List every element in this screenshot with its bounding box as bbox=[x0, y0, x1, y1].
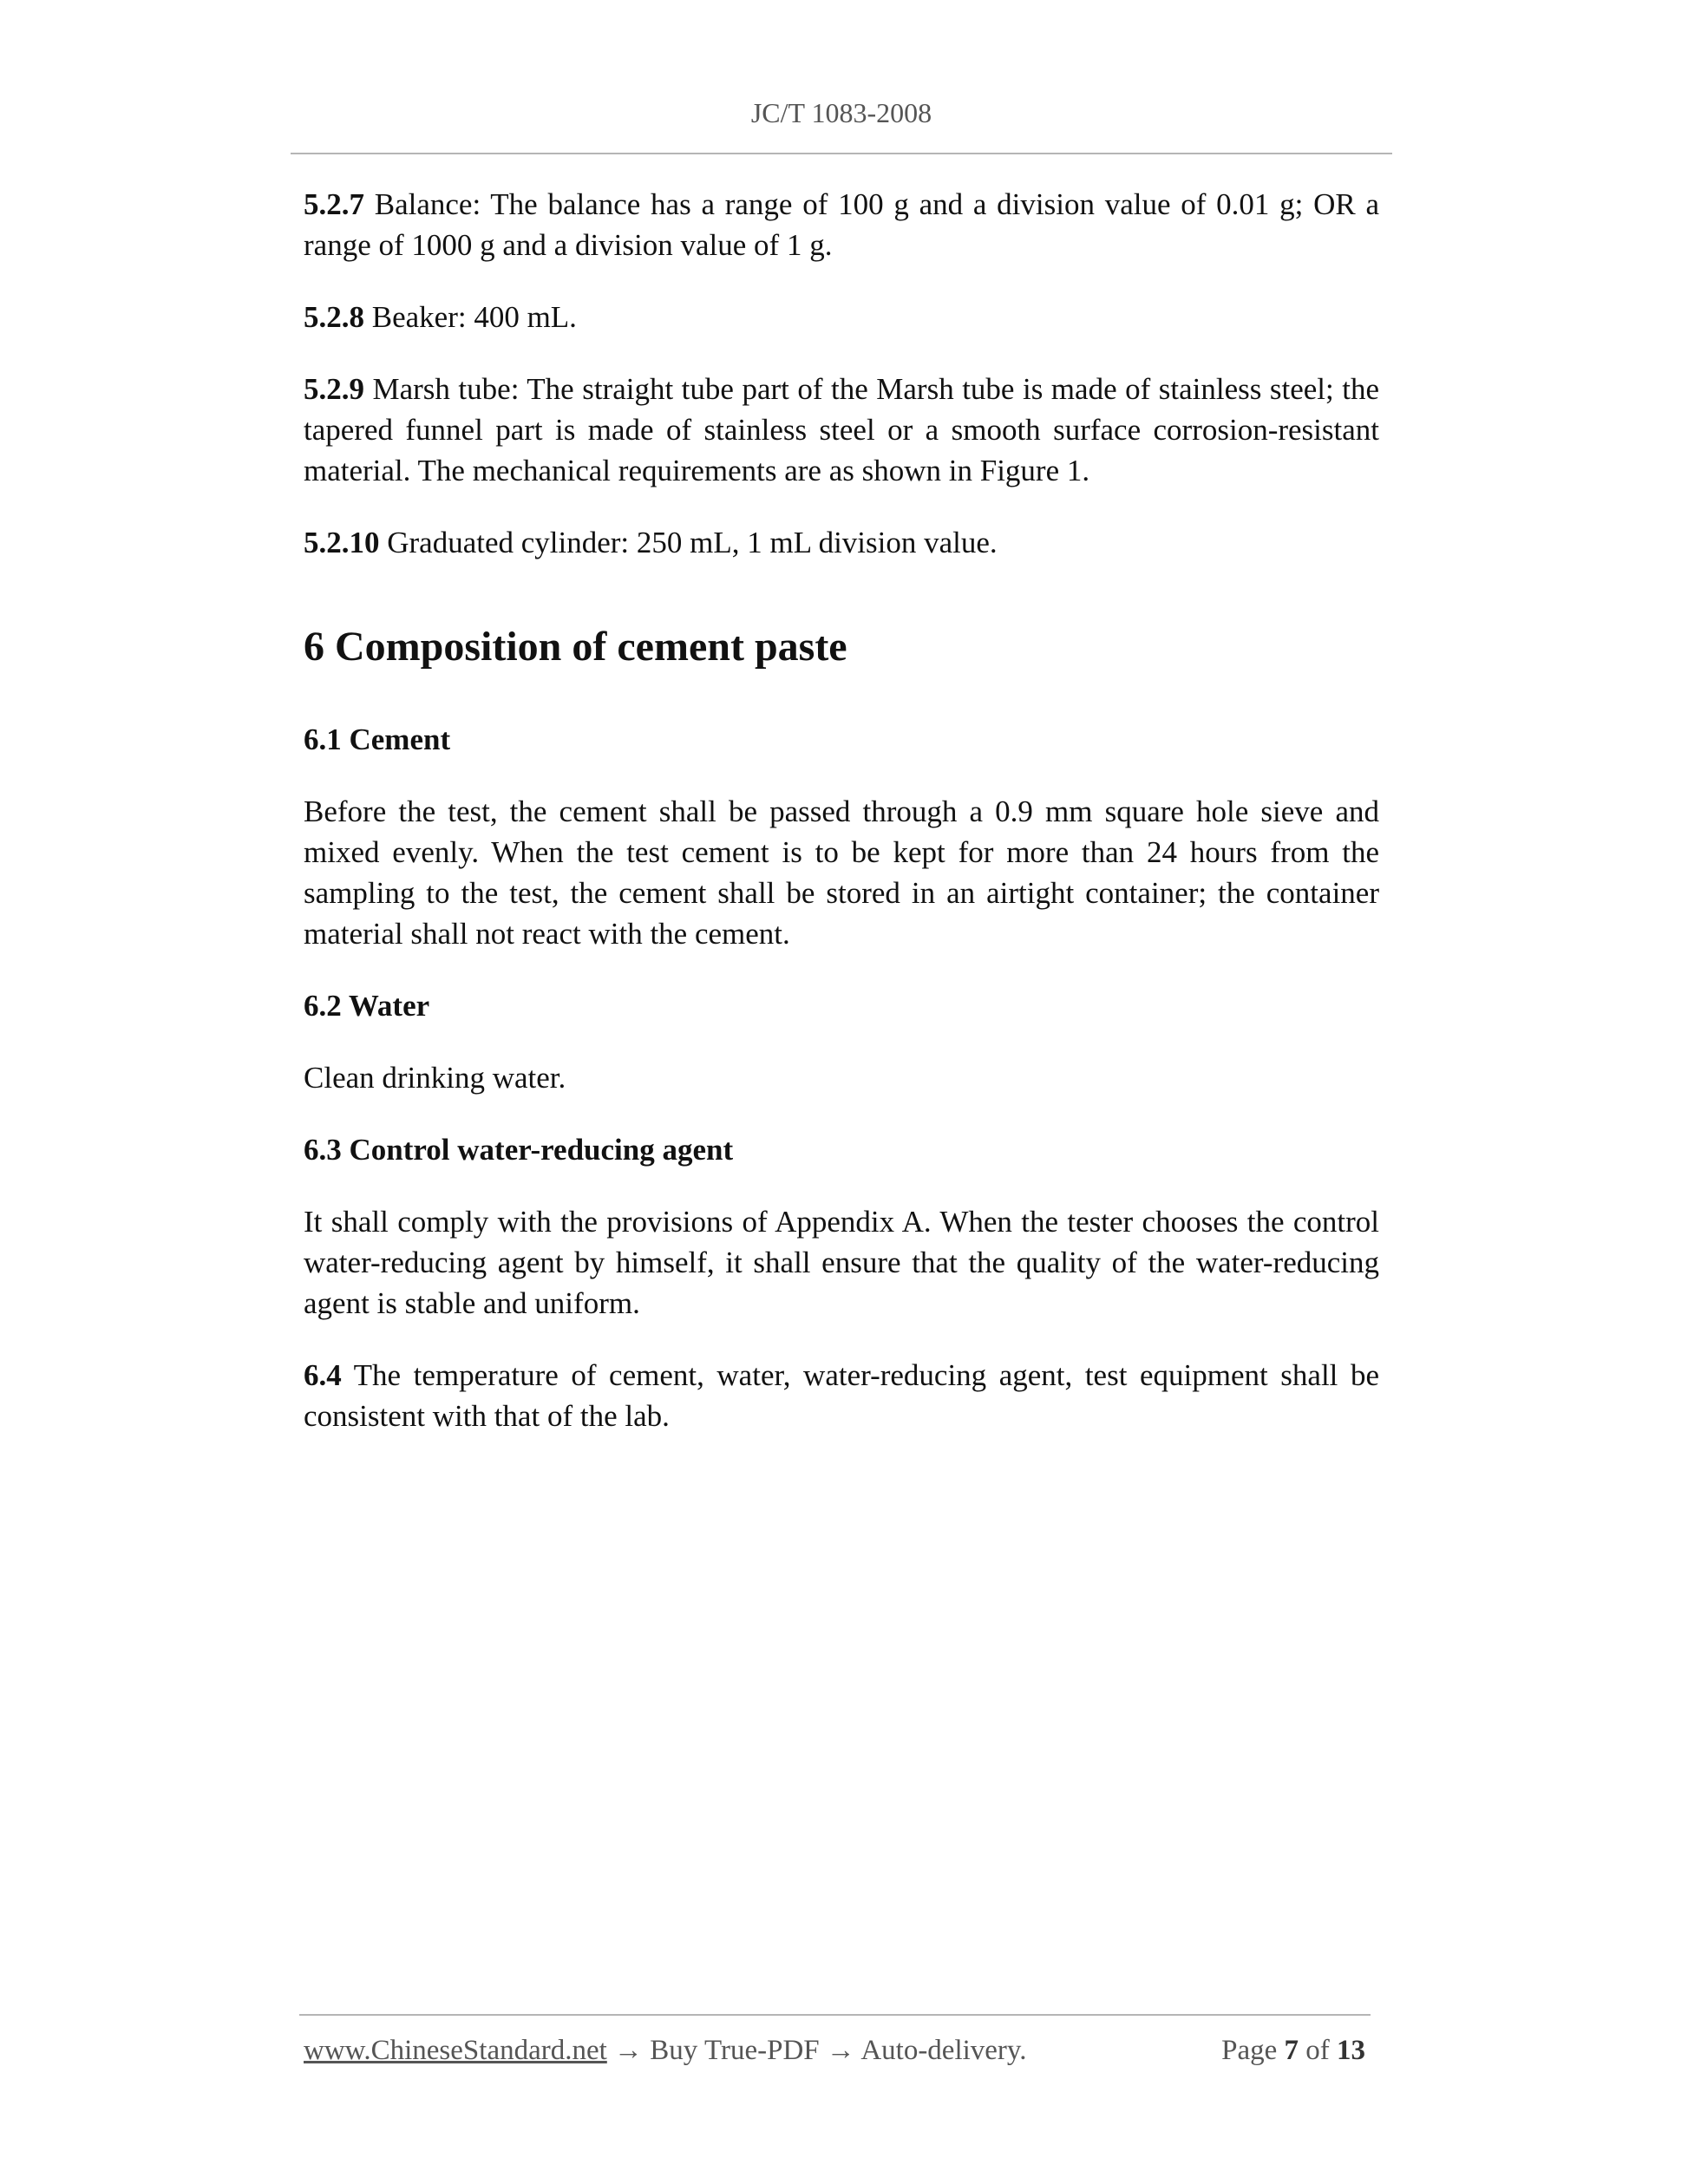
footer-promo bbox=[304, 2035, 1027, 2067]
subsection-6-2-heading: 6.2 Water bbox=[304, 989, 430, 1023]
subsection-6-3-text: It shall comply with the provisions of Appendix A. When the tester chooses the control water-reducing agent by himself, it shall ensure that the quality of the water-reducing agent is stable and uniform. bbox=[304, 1205, 1379, 1320]
subsection-6-1-text: Before the test, the cement shall be passed through a 0.9 mm square hole sieve and mixed evenly. When the test cement is to be kept for more than 24 hours from the sampling to the test, the cement shall be stored in an airtight container; the container material shall not react with the cement. bbox=[304, 794, 1379, 951]
page-body bbox=[304, 184, 1379, 1468]
footer-divider bbox=[299, 2014, 1371, 2016]
page-label: Page bbox=[1221, 2035, 1285, 2066]
page-number: 7 bbox=[1284, 2035, 1299, 2066]
header-divider bbox=[291, 153, 1392, 154]
clause-text: Graduated cylinder: 250 mL, 1 mL division value. bbox=[379, 526, 998, 559]
clause-number: 6.4 bbox=[304, 1358, 342, 1392]
subsection-6-2-text: Clean drinking water. bbox=[304, 1061, 566, 1095]
clause-5-2-7 bbox=[304, 184, 1379, 265]
running-header: JC/T 1083-2008 bbox=[750, 97, 932, 128]
subsection-6-1-heading: 6.1 Cement bbox=[304, 723, 451, 756]
clause-number: 5.2.7 bbox=[304, 187, 364, 221]
delivery-text: Auto-delivery. bbox=[860, 2035, 1027, 2066]
arrow-icon: → bbox=[606, 2035, 651, 2066]
clause-number: 5.2.9 bbox=[304, 372, 364, 406]
buy-text: Buy True-PDF bbox=[650, 2035, 820, 2066]
site-link[interactable]: www.ChineseStandard.net bbox=[304, 2035, 607, 2066]
clause-5-2-10 bbox=[304, 522, 1379, 563]
clause-5-2-8 bbox=[304, 297, 1379, 337]
arrow-icon: → bbox=[819, 2035, 861, 2066]
clause-number: 5.2.8 bbox=[304, 300, 364, 334]
clause-number: 5.2.10 bbox=[304, 526, 380, 559]
subsection-6-3-heading: 6.3 Control water-reducing agent bbox=[304, 1133, 734, 1167]
clause-text: Beaker: 400 mL. bbox=[364, 300, 577, 334]
clause-6-4 bbox=[304, 1355, 1379, 1436]
page-indicator bbox=[1221, 2035, 1365, 2067]
clause-text: Balance: The balance has a range of 100 g and a division value of 0.01 g; OR a range of 1000 g and a division value of 1 g. bbox=[304, 187, 1379, 262]
clause-5-2-9 bbox=[304, 369, 1379, 491]
clause-text: Marsh tube: The straight tube part of the Marsh tube is made of stainless steel; the tapered funnel part is made of stainless steel or a smooth surface corrosion-resistant material. The mechanical requirements are as shown in Figure 1. bbox=[304, 372, 1379, 487]
of-label: of bbox=[1299, 2035, 1337, 2066]
section-6-heading: 6 Composition of cement paste bbox=[304, 624, 847, 670]
clause-text: The temperature of cement, water, water-reducing agent, test equipment shall be consistent with that of the lab. bbox=[304, 1358, 1379, 1433]
page-total: 13 bbox=[1337, 2035, 1365, 2066]
